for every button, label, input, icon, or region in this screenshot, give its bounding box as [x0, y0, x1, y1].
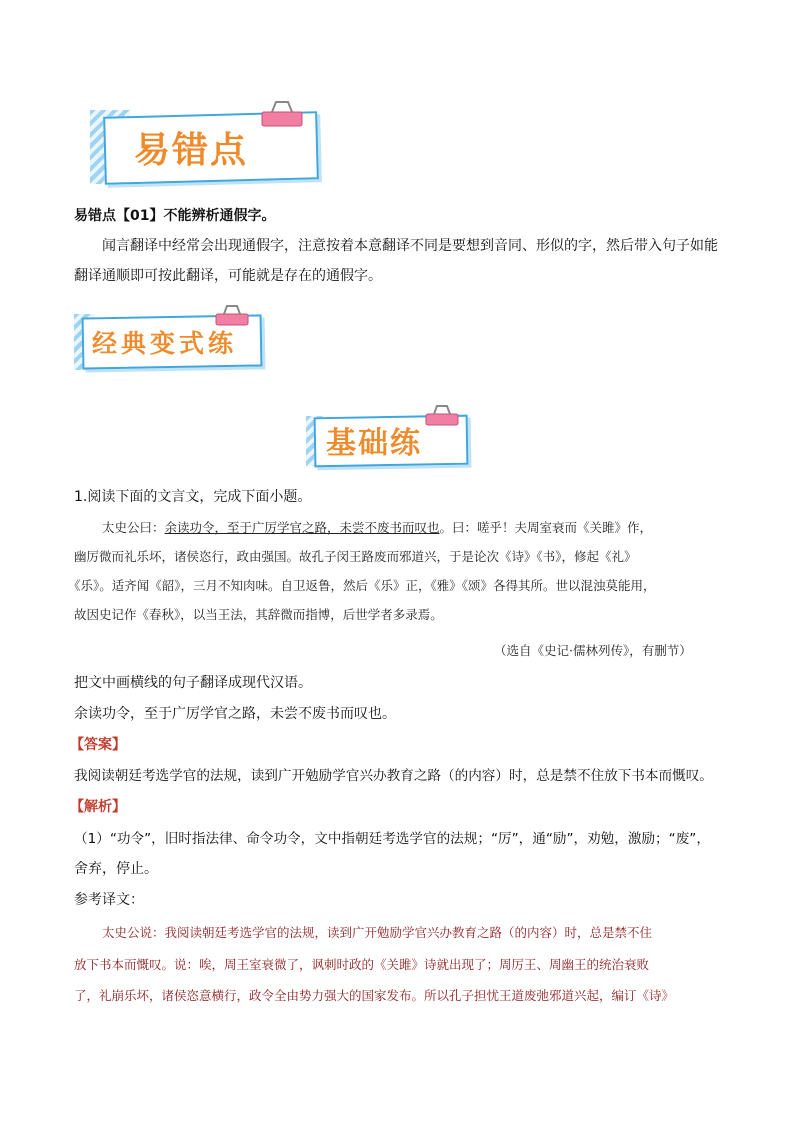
- banner-classic-practice: [74, 304, 270, 374]
- binder-clip-icon: [424, 404, 460, 426]
- answer-text: 我阅读朝廷考选学官的法规，读到广开勉励学官兴办教育之路（的内容）时，总是禁不住放下书本而慨叹。: [74, 768, 713, 784]
- passage-line-1: [102, 518, 652, 538]
- translation-line-1: 太史公说：我阅读朝廷考选学官的法规，读到广开勉励学官兴办教育之路（的内容）时，总是禁不住: [102, 925, 653, 940]
- banner-title: 易错点: [134, 129, 249, 171]
- passage-line-3: 《乐》。适齐闻《韶》，三月不知肉味。自卫返鲁，然后《乐》正，《雅》《颂》各得其所。世以混浊莫能用，: [68, 578, 656, 593]
- banner-title: 经典变式练: [92, 329, 238, 358]
- analysis-tag: 【解析】: [70, 799, 126, 815]
- question-sentence: 余读功令，至于广厉学官之路，未尝不废书而叹也。: [74, 706, 396, 722]
- passage-underlined-sentence: 余读功令，至于广厉学官之路，未尝不废书而叹也: [164, 520, 440, 535]
- banner-title: 基础练: [326, 426, 422, 461]
- binder-clip-icon: [214, 304, 250, 326]
- passage-line-4: 故因史记作《春秋》，以当王法，其辞微而指博，后世学者多录焉。: [74, 607, 443, 622]
- translation-line-3: 了，礼崩乐坏，诸侯恣意横行，政令全由势力强大的国家发布。所以孔子担忧王道废弛邪道兴起，编订《诗》: [74, 988, 675, 1003]
- passage-line-2: 幽厉微而礼乐坏，诸侯恣行，政由强国。故孔子闵王路废而邪道兴，于是论次《诗》《书》，修起《礼》: [74, 549, 637, 564]
- answer-tag: 【答案】: [70, 737, 126, 753]
- binder-clip-icon: [260, 100, 304, 128]
- error-point-para-line2: 翻译通顺即可按此翻译，可能就是存在的通假字。: [74, 268, 382, 284]
- reference-translation-label: 参考译文：: [74, 892, 144, 908]
- analysis-line-1: （1）“功令”，旧时指法律、命令功令，文中指朝廷考选学官的法规；“厉”，通“励”，劝勉，激励；“废”，: [74, 831, 710, 847]
- error-point-heading: 易错点【01】不能辨析通假字。: [74, 208, 276, 224]
- passage-line1-suffix: 。曰：嗟乎！夫周室衰而《关雎》作，: [439, 520, 653, 535]
- translation-line-2: 放下书本而慨叹。说：唉，周王室衰微了，讽刺时政的《关雎》诗就出现了；周厉王、周幽王的统治衰败: [74, 957, 650, 972]
- error-point-para-line1: 闻言翻译中经常会出现通假字，注意按着本意翻译不同是要想到音同、形似的字，然后带入句子如能: [102, 238, 718, 254]
- banner-basic-practice: [306, 404, 478, 470]
- question-task: 把文中画横线的句子翻译成现代汉语。: [74, 675, 312, 691]
- passage-source: （选自《史记·儒林列传》，有删节）: [494, 643, 692, 658]
- question-stem: 1.阅读下面的文言文，完成下面小题。: [74, 489, 312, 505]
- analysis-line-2: 舍弃，停止。: [74, 861, 158, 877]
- banner-error-points: [82, 100, 328, 188]
- passage-prefix: 太史公曰：: [102, 520, 165, 535]
